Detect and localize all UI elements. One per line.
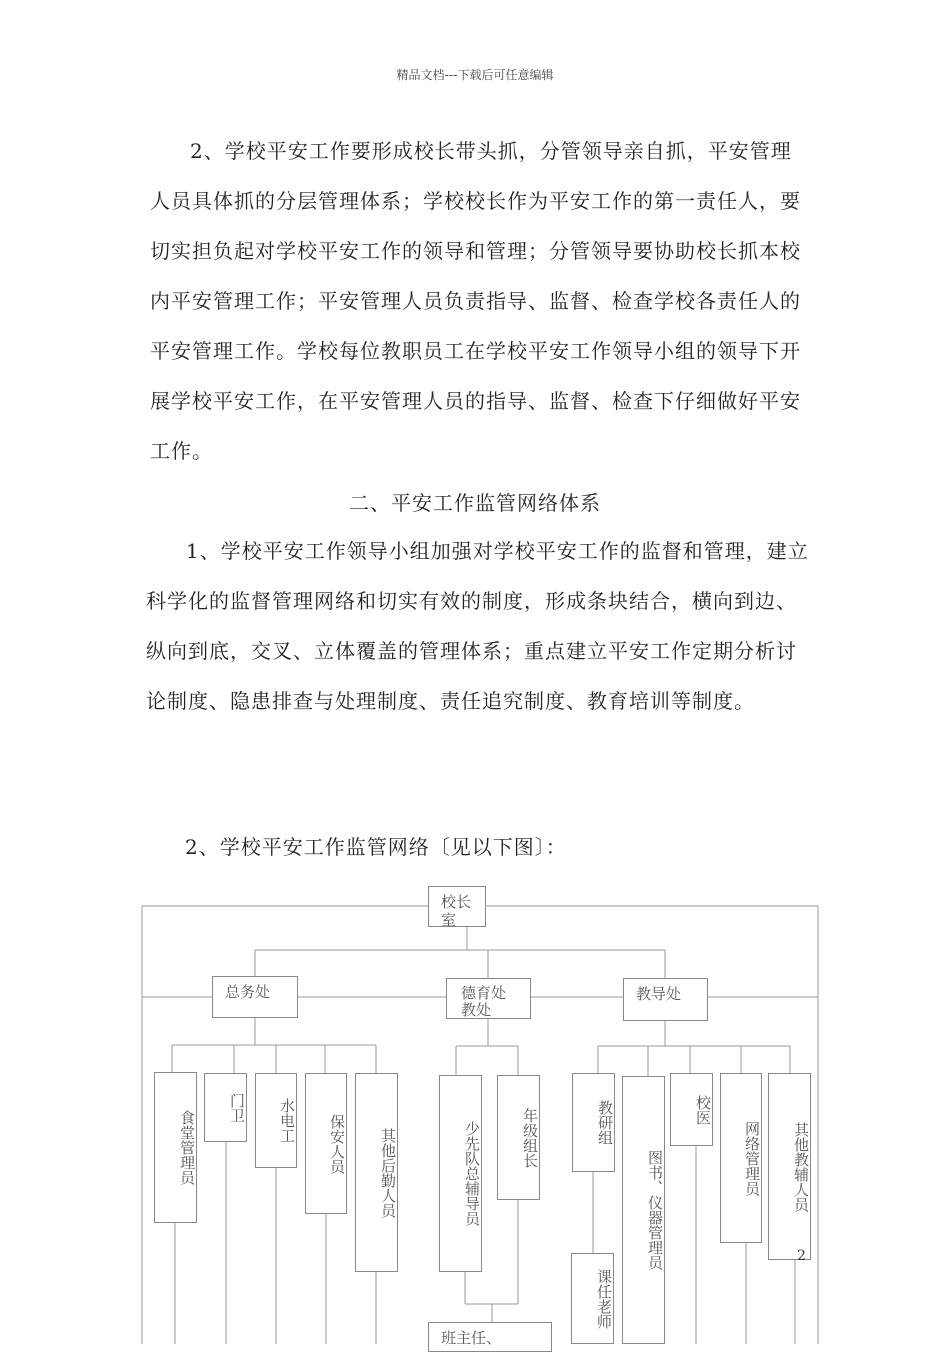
chart-title: 2、学校平安工作监管网络〔见以下图〕： bbox=[185, 835, 567, 859]
org-box-grade-leader: 年级组长 bbox=[497, 1075, 540, 1200]
org-box-moral-education: 德育处教处 bbox=[446, 978, 531, 1019]
org-box-general-affairs: 总务处 bbox=[212, 976, 298, 1018]
page-number: 2 bbox=[797, 1248, 806, 1264]
org-box-class-teacher: 班主任、 bbox=[428, 1322, 552, 1352]
org-box-security-staff: 保安人员 bbox=[305, 1073, 347, 1214]
org-box-teaching-research: 教研组 bbox=[572, 1073, 615, 1172]
org-box-library-equipment: 图书、仪器管理员 bbox=[622, 1076, 665, 1344]
org-box-electrician: 水电工 bbox=[255, 1073, 297, 1168]
page-header: 精品文档---下载后可任意编辑 bbox=[396, 68, 554, 82]
paragraph-2: 1、学校平安工作领导小组加强对学校平安工作的监督和管理，建立科学化的监督管理网络和切实有效的制度，形成条块结合，横向到边、纵向到底，交叉、立体覆盖的管理体系；重点建立平安工作定期分析讨论制度、隐患排查与处理制度、责任追究制度、教育培训等制度。 bbox=[146, 539, 809, 713]
org-box-network-admin: 网络管理员 bbox=[720, 1073, 762, 1243]
org-box-principal-office: 校长室 bbox=[428, 886, 486, 927]
org-box-gatekeeper: 门卫 bbox=[204, 1073, 247, 1142]
org-box-canteen-manager: 食堂管理员 bbox=[154, 1072, 197, 1223]
org-box-subject-teachers: 课任老师 bbox=[571, 1253, 614, 1344]
org-box-young-pioneers-counselor: 少先队总辅导员 bbox=[439, 1075, 482, 1272]
org-box-academic-affairs: 教导处 bbox=[623, 978, 708, 1021]
paragraph-1: 2、学校平安工作要形成校长带头抓，分管领导亲自抓，平安管理人员具体抓的分层管理体系；学校校长作为平安工作的第一责任人，要切实担负起对学校平安工作的领导和管理；分管领导要协助校长抓本校内平安管理工作；平安管理人员负责指导、监督、检查学校各责任人的平安管理工作。学校每位教职员工在学校平安工作领导小组的领导下开展学校平安工作，在平安管理人员的指导、监督、检查下仔细做好平安工作。 bbox=[150, 139, 801, 463]
org-box-other-assistants: 其他教辅人员 bbox=[768, 1073, 811, 1260]
org-box-school-doctor: 校医 bbox=[670, 1073, 713, 1146]
section-heading: 二、平安工作监管网络体系 bbox=[349, 491, 601, 515]
org-box-other-logistics: 其他后勤人员 bbox=[355, 1073, 398, 1272]
